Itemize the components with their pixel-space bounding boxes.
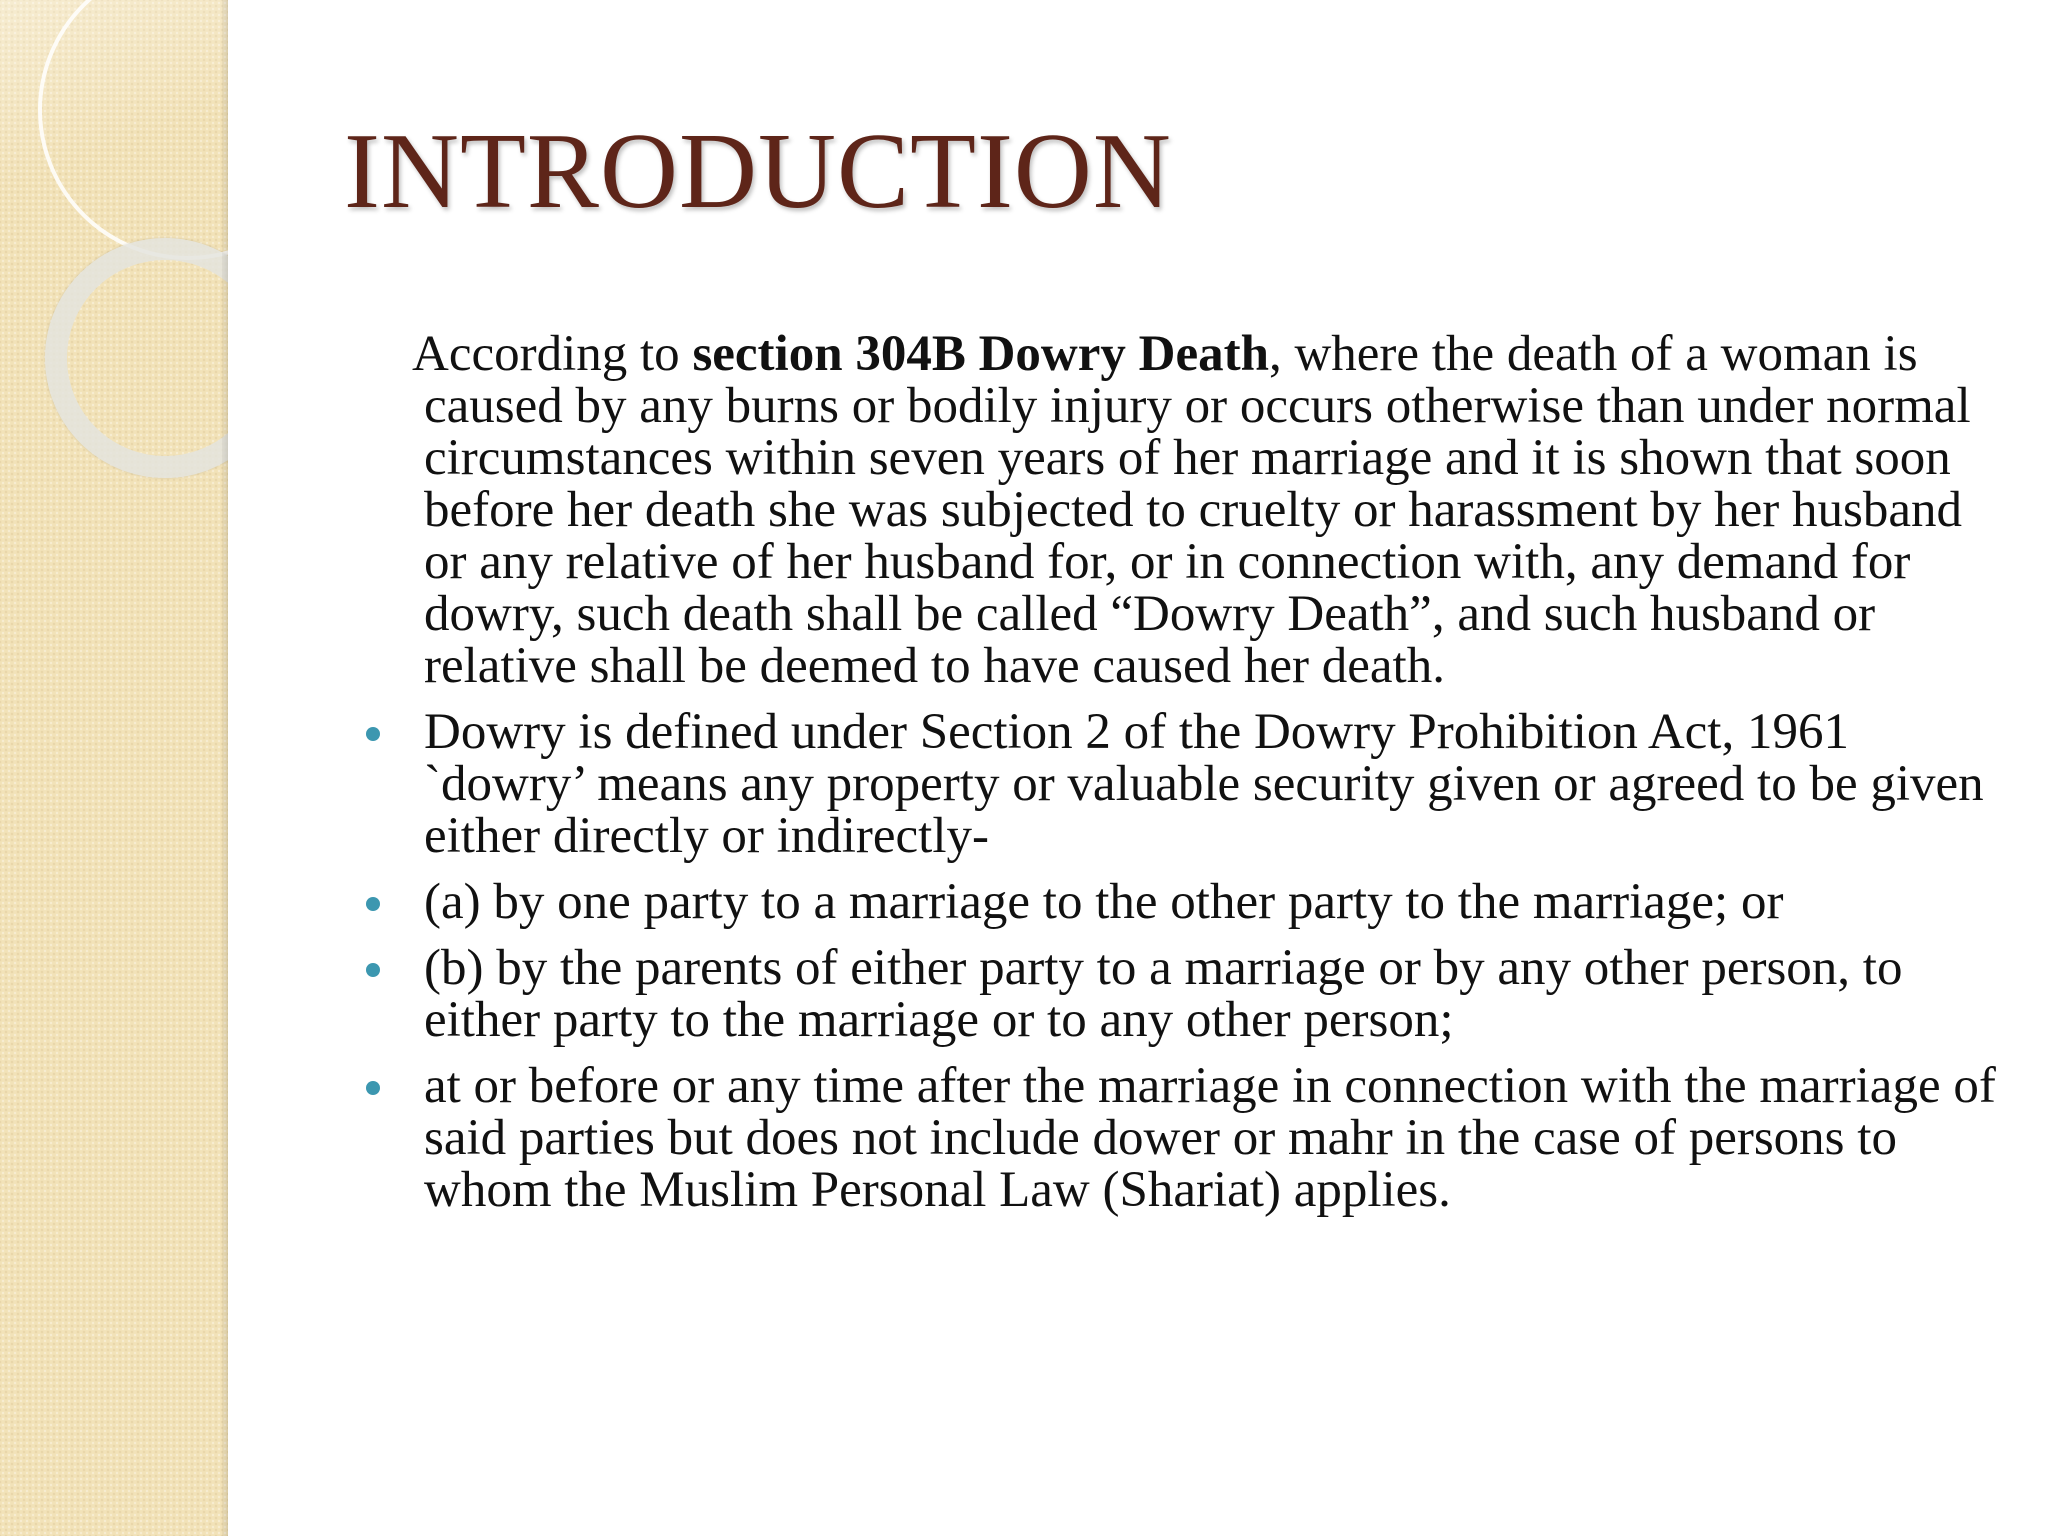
list-item <box>360 1060 2000 1216</box>
bullet-icon <box>366 897 380 911</box>
bullet-icon <box>366 1081 380 1095</box>
intro-paragraph <box>360 328 2000 692</box>
list-item <box>360 706 2000 862</box>
bullet-text: (a) by one party to a marriage to the other party to the marriage; or <box>424 874 1784 930</box>
slide-title: INTRODUCTION <box>344 112 1172 231</box>
bullet-icon <box>366 727 380 741</box>
intro-bold-term: section 304B Dowry Death <box>692 326 1269 382</box>
bullet-icon <box>366 963 380 977</box>
intro-rest-text: , where the death of a woman is caused by any burns or bodily injury or occurs otherwise than under normal circumstances within seven years of her marriage and it is shown that soon before her death she was subjected to cruelty or harassment by her husband or any relative of her husband for, or in connection with, any demand for dowry, such death shall be called “Dowry Death”, and such husband or relative shall be deemed to have caused her death. <box>424 326 1971 694</box>
bullet-text: (b) by the parents of either party to a marriage or by any other person, to either party to the marriage or to any other person; <box>424 940 1903 1048</box>
decorative-ring-medium <box>45 238 228 478</box>
list-item <box>360 942 2000 1046</box>
bullet-text: Dowry is defined under Section 2 of the Dowry Prohibition Act, 1961 `dowry’ means any property or valuable security given or agreed to be given either directly or indirectly- <box>424 704 1984 864</box>
intro-lead-text: According to <box>412 326 693 382</box>
bullet-list <box>360 706 2000 1216</box>
decorative-ring-large <box>38 0 228 260</box>
list-item <box>360 876 2000 928</box>
bullet-text: at or before or any time after the marriage in connection with the marriage of said parties but does not include dower or mahr in the case of persons to whom the Muslim Personal Law (Shariat) applies. <box>424 1058 1996 1218</box>
slide-body <box>360 328 2000 1230</box>
decorative-side-band <box>0 0 228 1536</box>
